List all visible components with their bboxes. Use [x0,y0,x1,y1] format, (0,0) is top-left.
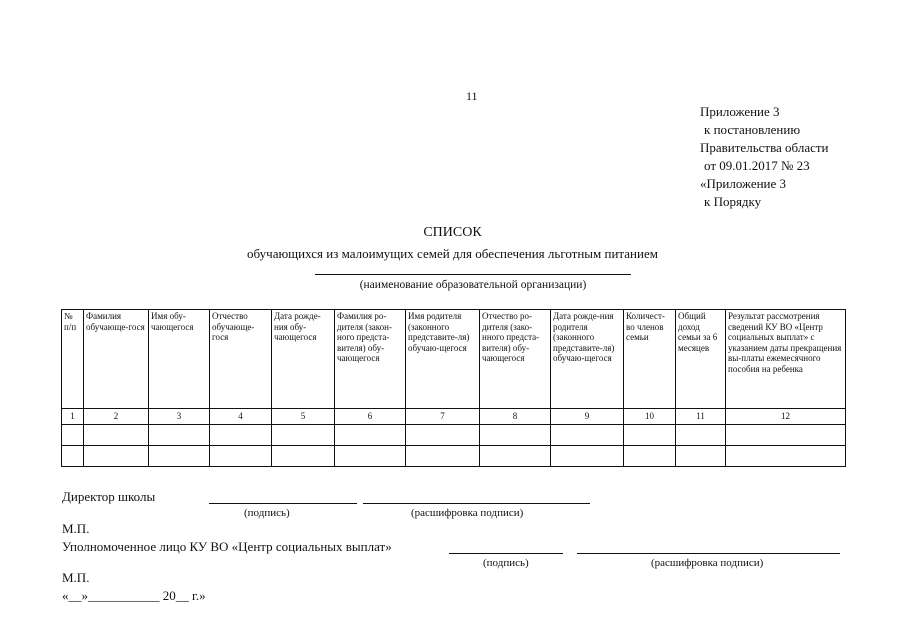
table-cell [480,425,551,446]
table-cell [149,425,210,446]
table-cell [551,446,624,467]
table-header-cell: Имя обу-чающегося [149,310,210,409]
appendix-header [700,103,829,211]
table-cell [272,425,335,446]
table-cell [84,425,149,446]
table-cell [149,446,210,467]
table-cell [726,446,846,467]
appendix-line: Правительства области [700,140,829,155]
table-cell [272,446,335,467]
appendix-line: к постановлению [704,122,801,137]
org-name-caption: (наименование образовательной организации) [359,279,587,291]
column-number: 11 [676,409,726,425]
students-table [61,309,846,467]
table-header-cell: Результат рассмотрения сведений КУ ВО «Центр социальных выплат» с указанием даты прекращения вы-платы ежемесячного пособия на ребенка [726,310,846,409]
appendix-line: Приложение 3 [700,104,780,119]
authorized-decode-line [577,553,840,554]
page-number: 11 [466,89,478,103]
table-cell [62,446,84,467]
table-header-cell: № п/п [62,310,84,409]
column-number: 4 [210,409,272,425]
table-header-cell: Общий доход семьи за 6 месяцев [676,310,726,409]
table-header-cell: Дата рожде-ния обу-чающегося [272,310,335,409]
column-number: 1 [62,409,84,425]
table-cell [210,425,272,446]
column-number: 2 [84,409,149,425]
director-label: Директор школы [62,489,156,504]
table-cell [335,446,406,467]
stamp-place-label: М.П. [62,521,90,536]
appendix-line: к Порядку [704,194,762,209]
appendix-line: «Приложение 3 [700,176,787,191]
column-number: 8 [480,409,551,425]
column-number: 12 [726,409,846,425]
table-cell [624,446,676,467]
table-cell [406,425,480,446]
table-cell [676,425,726,446]
table-row [62,446,846,467]
signature-caption: (подпись) [244,507,290,519]
table-cell [210,446,272,467]
table-header-cell: Отчество обучающе-гося [210,310,272,409]
table-header-cell: Количест-во членов семьи [624,310,676,409]
date-line: «__»___________ 20__ г.» [62,588,206,603]
table-cell [84,446,149,467]
table-cell [335,425,406,446]
table-cell [480,446,551,467]
table-header-cell: Отчество ро-дителя (зако-нного предста-вителя) обу-чающегося [480,310,551,409]
table-number-row [62,409,846,425]
column-number: 6 [335,409,406,425]
table-header-cell: Фамилия ро-дителя (закон-ного предста-вителя) обу-чающегося [335,310,406,409]
table-cell [624,425,676,446]
column-number: 5 [272,409,335,425]
column-number: 10 [624,409,676,425]
table-header-row [62,310,846,409]
column-number: 9 [551,409,624,425]
table-header-cell: Имя родителя (законного представите-ля) обучаю-щегося [406,310,480,409]
document-title: СПИСОК [423,225,482,240]
authorized-person-label: Уполномоченное лицо КУ ВО «Центр социальных выплат» [62,539,392,554]
column-number: 3 [149,409,210,425]
signature-caption: (подпись) [483,557,529,569]
authorized-signature-line [449,553,563,554]
stamp-place-label: М.П. [62,570,90,585]
director-signature-line [209,503,357,504]
table-cell [676,446,726,467]
appendix-line: от 09.01.2017 № 23 [704,158,810,173]
director-decode-line [363,503,590,504]
table-cell [551,425,624,446]
table-cell [726,425,846,446]
table-row [62,425,846,446]
table-header-cell: Дата рожде-ния родителя (законного представите-ля) обучаю-щегося [551,310,624,409]
table-cell [62,425,84,446]
document-subtitle: обучающихся из малоимущих семей для обеспечения льготным питанием [247,246,658,261]
org-name-line [315,274,631,275]
decode-caption: (расшифровка подписи) [411,507,524,519]
table-header-cell: Фамилия обучающе-гося [84,310,149,409]
table-cell [406,446,480,467]
column-number: 7 [406,409,480,425]
decode-caption: (расшифровка подписи) [651,557,764,569]
